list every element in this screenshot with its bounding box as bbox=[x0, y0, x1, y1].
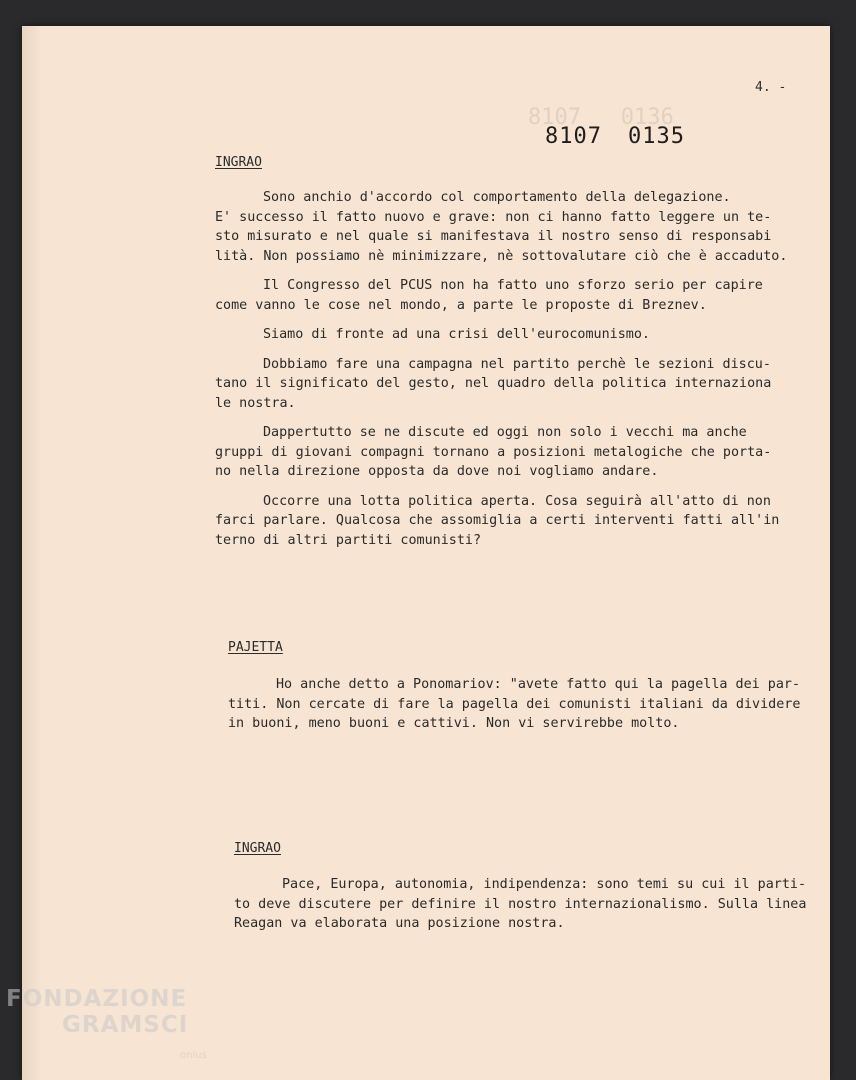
text-line: farci parlare. Qualcosa che assomiglia a certi interventi fatti all'in bbox=[215, 513, 780, 528]
text-line: titi. Non cercate di fare la pagella dei comunisti italiani da dividere bbox=[228, 696, 801, 712]
archive-code-part-2: 0135 bbox=[627, 124, 685, 149]
paragraph bbox=[215, 276, 790, 315]
text-line: Ho anche detto a Ponomariov: "avete fatto qui la pagella dei par- bbox=[276, 677, 801, 692]
text-line: gruppi di giovani compagni tornano a posizioni metalogiche che porta- bbox=[215, 444, 772, 460]
text-line: Occorre una lotta politica aperta. Cosa seguirà all'atto di non bbox=[263, 493, 771, 509]
paragraph bbox=[215, 188, 790, 266]
text-line: terno di altri partiti comunisti? bbox=[215, 532, 482, 548]
speech-block bbox=[228, 675, 803, 734]
text-line: Sono anchio d'accordo col comportamento della delegazione. bbox=[263, 190, 731, 205]
text-line: Il Congresso del PCUS non ha fatto uno sforzo serio per capire bbox=[263, 278, 763, 293]
archive-stamp bbox=[545, 124, 711, 149]
archive-code-part-1: 8107 bbox=[545, 124, 602, 149]
watermark-line-3: onlus bbox=[180, 1050, 207, 1061]
text-line: Pace, Europa, autonomia, indipendenza: sono temi su cui il parti- bbox=[282, 877, 807, 892]
text-line: le nostra. bbox=[215, 395, 296, 411]
watermark-logo bbox=[6, 986, 188, 1038]
speaker-heading: INGRAO bbox=[234, 841, 281, 856]
text-line: in buoni, meno buoni e cattivi. Non vi servirebbe molto. bbox=[228, 716, 680, 731]
paragraph bbox=[215, 492, 790, 551]
text-line: E' successo il fatto nuovo e grave: non ci hanno fatto leggere un te- bbox=[215, 209, 772, 225]
text-line: sto misurato e nel quale si manifestava il nostro senso di responsabi bbox=[215, 229, 772, 244]
bleed-through-code: 8107 0136 bbox=[528, 105, 674, 130]
text-line: lità. Non possiamo nè minimizzare, nè sottovalutare ciò che è accaduto. bbox=[215, 248, 788, 264]
paragraph bbox=[215, 325, 790, 345]
watermark-line-2: GRAMSCI bbox=[62, 1012, 189, 1038]
text-line: no nella direzione opposta da dove noi vogliamo andare. bbox=[215, 464, 659, 479]
watermark-line-1: FONDAZIONE bbox=[6, 986, 188, 1012]
text-line: Dobbiamo fare una campagna nel partito perchè le sezioni discu- bbox=[263, 356, 771, 372]
speech-block bbox=[215, 188, 790, 550]
text-line: tano il significato del gesto, nel quadro della politica internaziona bbox=[215, 376, 772, 391]
paragraph bbox=[234, 875, 809, 934]
page-edge-shadow bbox=[22, 26, 42, 1080]
paragraph bbox=[215, 355, 790, 414]
text-line: Dappertutto se ne discute ed oggi non solo i vecchi ma anche bbox=[263, 425, 747, 440]
text-line: Siamo di fronte ad una crisi dell'eurocomunismo. bbox=[263, 327, 650, 342]
text-line: come vanno le cose nel mondo, a parte le proposte di Breznev. bbox=[215, 297, 707, 313]
speech-block bbox=[234, 875, 809, 934]
text-line: Reagan va elaborata una posizione nostra. bbox=[234, 916, 565, 931]
page-number: 4. - bbox=[755, 80, 787, 95]
paragraph bbox=[215, 423, 790, 482]
text-line: to deve discutere per definire il nostro internazionalismo. Sulla linea bbox=[234, 896, 807, 912]
paragraph bbox=[228, 675, 803, 734]
speaker-heading: INGRAO bbox=[215, 155, 262, 170]
speaker-heading: PAJETTA bbox=[228, 640, 283, 655]
